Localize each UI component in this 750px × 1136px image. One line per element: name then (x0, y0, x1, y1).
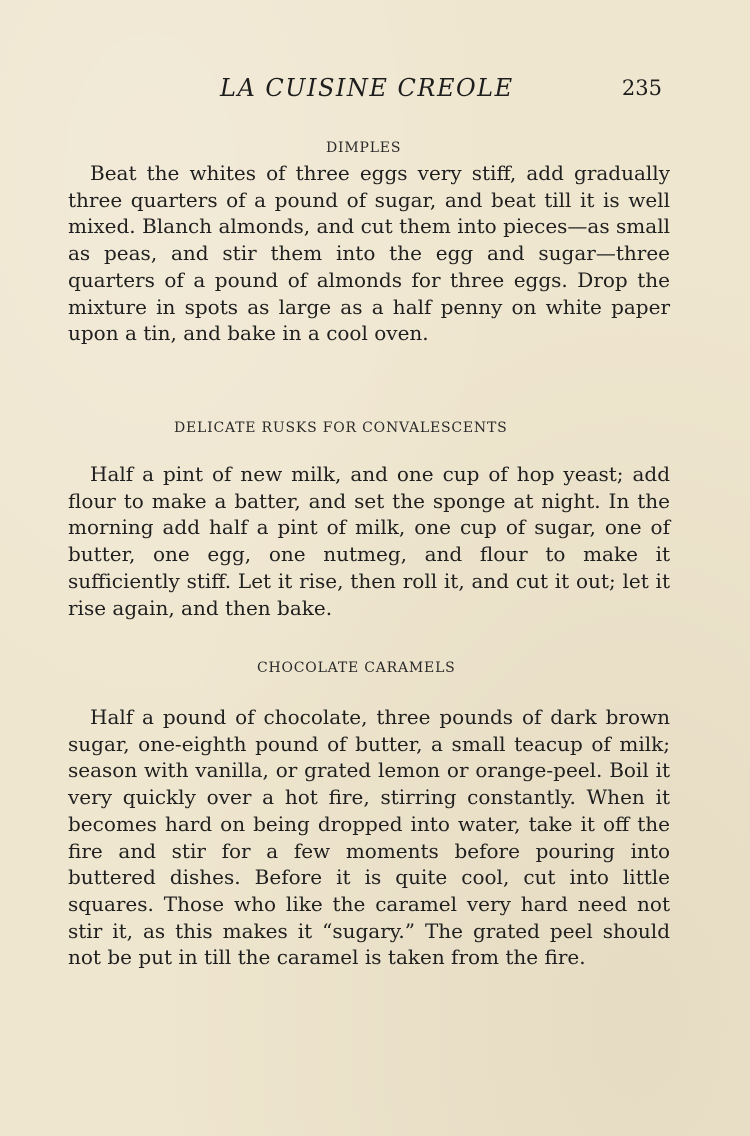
section-heading-delicate-rusks: DELICATE RUSKS FOR CONVALESCENTS (174, 420, 508, 436)
section-heading-chocolate-caramels: CHOCOLATE CARAMELS (257, 660, 456, 676)
page-number: 235 (621, 76, 662, 100)
section-paragraph-dimples: Beat the whites of three eggs very stiff, add gradually three quarters of a pound of sugar, and beat till it is well mixed. Blanch almonds, and cut them into pieces—as small as peas, and stir them into the egg and sugar—three quarters of a pound of almonds for three eggs. Drop the mixture in spots as large as a half penny on white paper upon a tin, and bake in a cool oven. (68, 161, 670, 346)
section-paragraph-chocolate-caramels: Half a pound of chocolate, three pounds of dark brown sugar, one-eighth pound of butter, a small teacup of milk; season with vanilla, or grated lemon or orange-peel. Boil it very quickly over a hot fire, stirring constantly. When it becomes hard on being dropped into water, take it off the fire and stir for a few moments before pouring into buttered dishes. Before it is quite cool, cut into little squares. Those who like the caramel very hard need not stir it, as this makes it “sugary.” The grated peel should not be put in till the caramel is taken from the fire. (68, 705, 670, 970)
section-paragraph-delicate-rusks: Half a pint of new milk, and one cup of hop yeast; add flour to make a batter, and set the sponge at night. In the morning add half a pint of milk, one cup of sugar, one of butter, one egg, one nutmeg, and flour to make it sufficiently stiff. Let it rise, then roll it, and cut it out; let it rise again, and then bake. (68, 462, 670, 620)
section-heading-dimples: DIMPLES (326, 140, 402, 156)
page-header (68, 74, 670, 114)
running-title: LA CUISINE CREOLE (220, 74, 514, 102)
